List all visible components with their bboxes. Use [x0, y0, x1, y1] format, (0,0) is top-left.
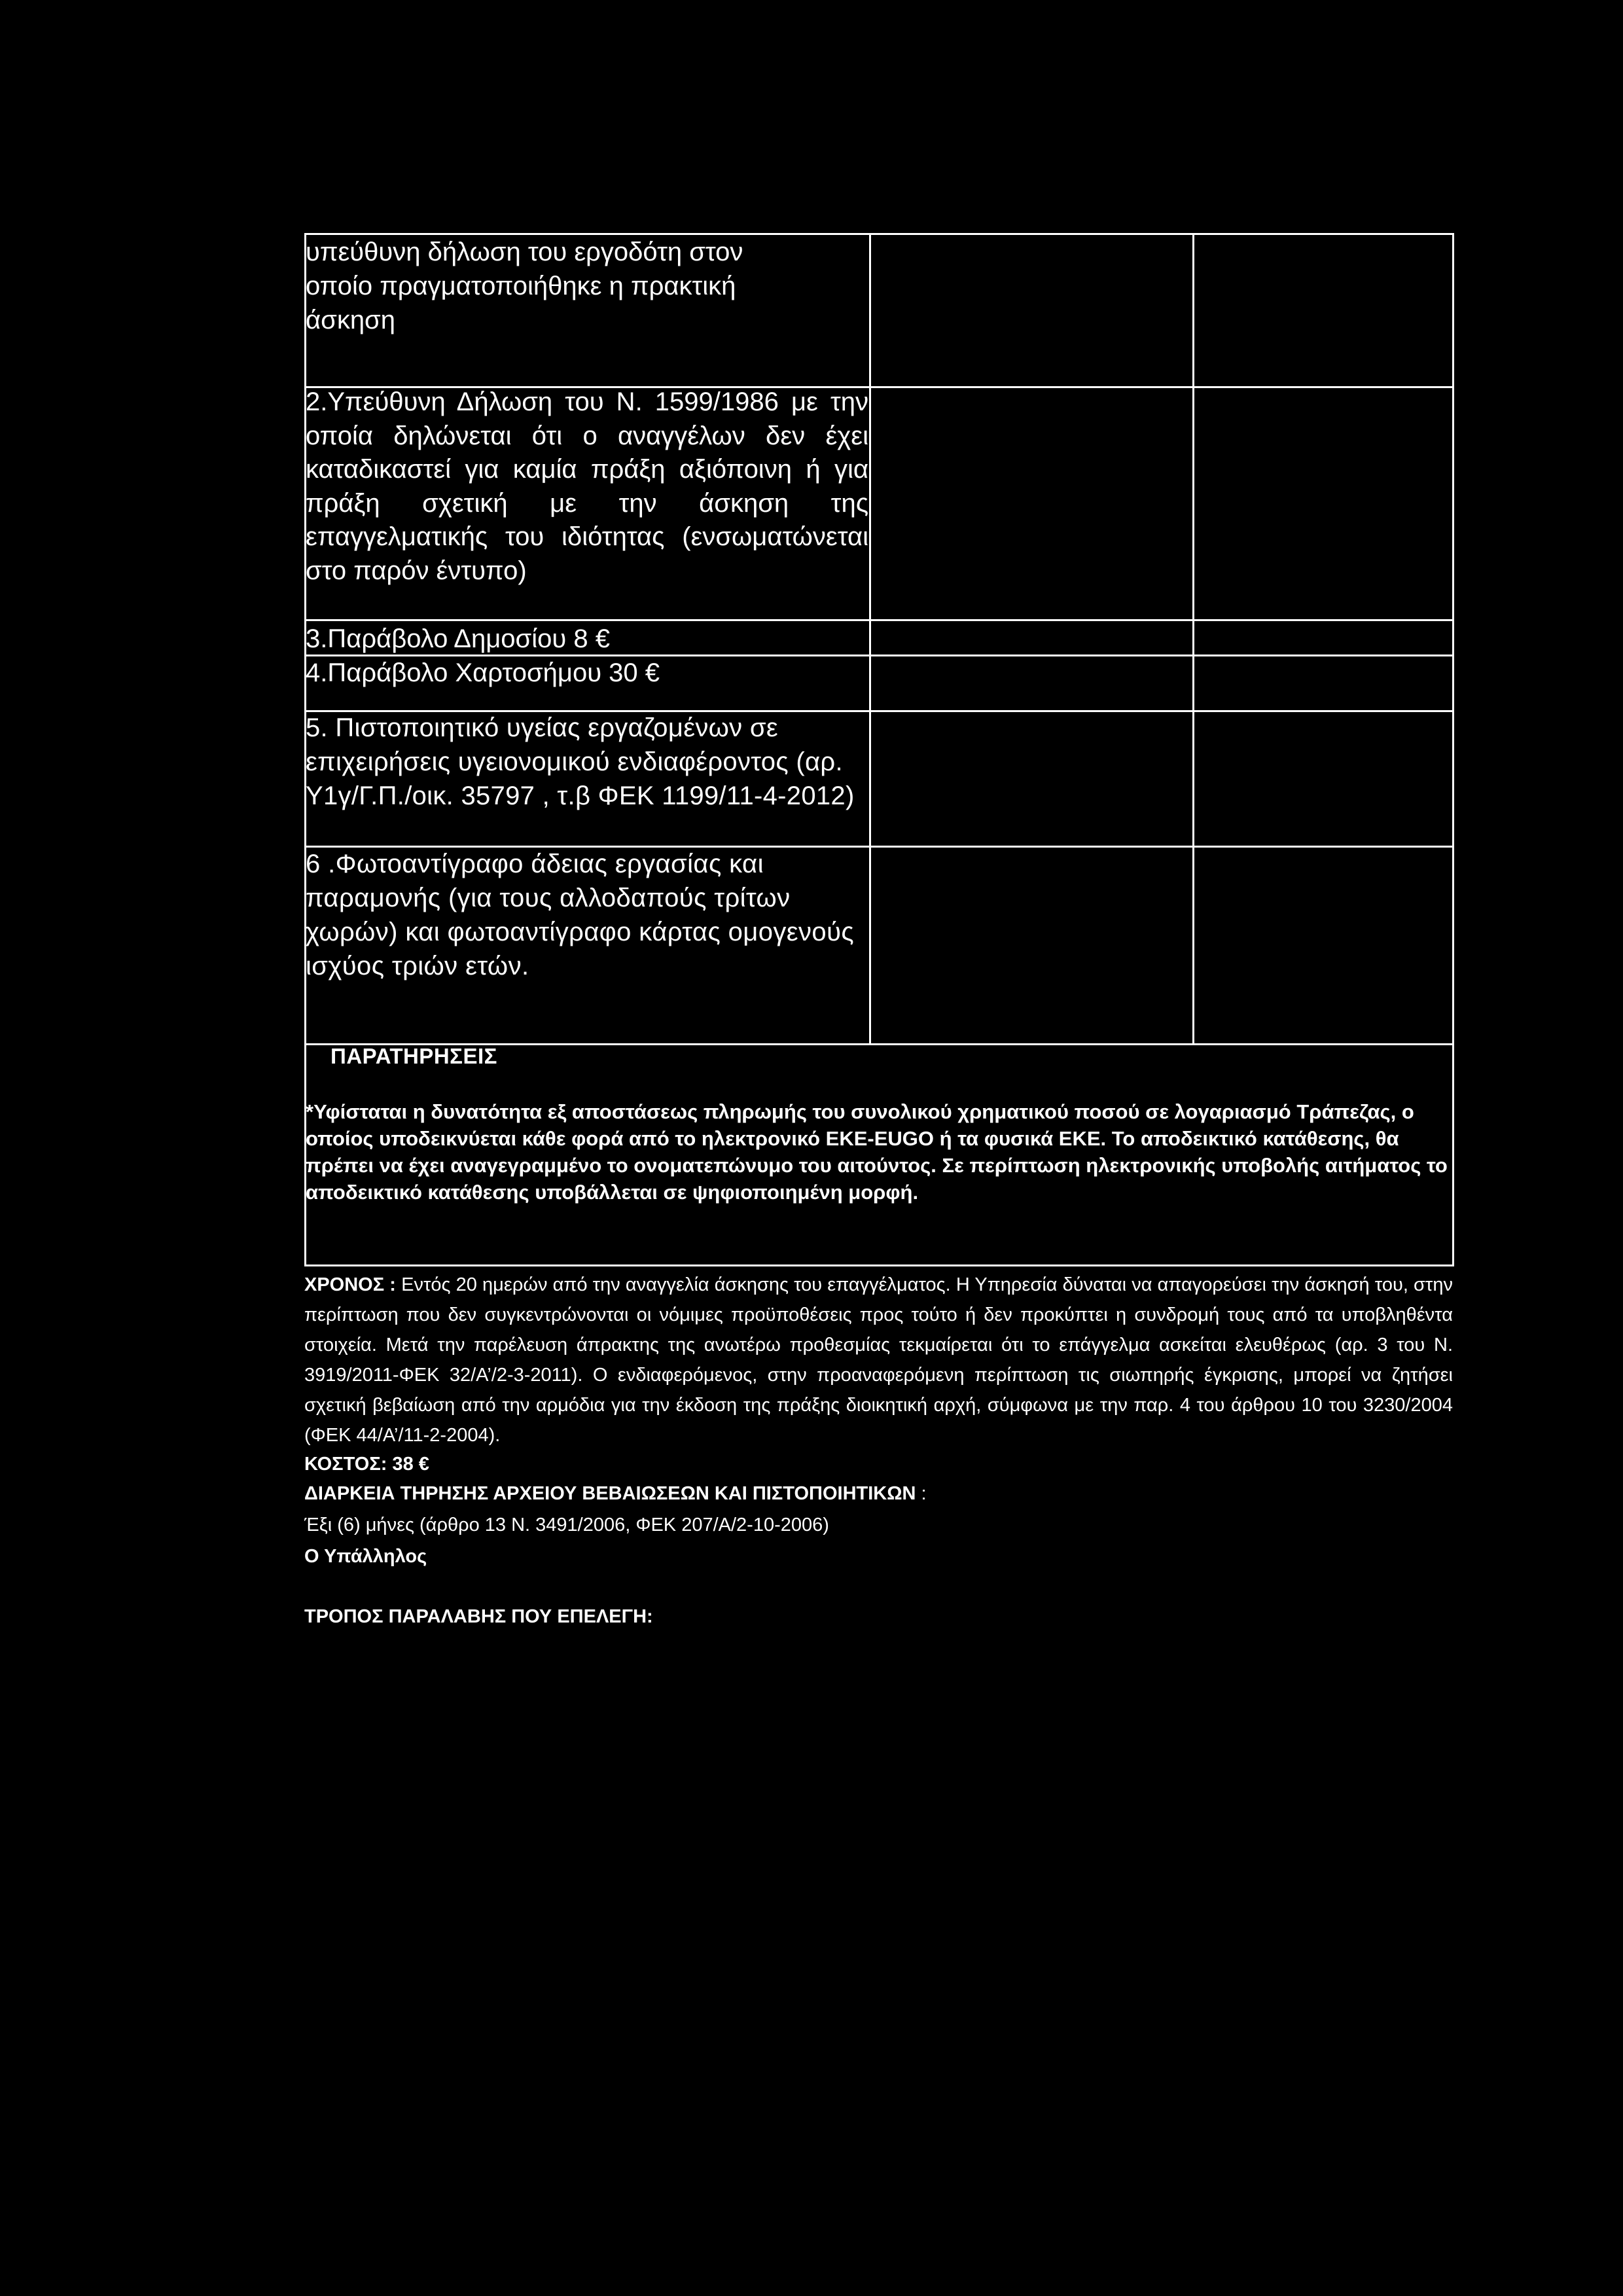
remarks-title: ΠΑΡΑΤΗΡΗΣΕΙΣ: [330, 1044, 497, 1068]
row-divider-2: [304, 619, 1454, 621]
time-label: ΧΡΟΝΟΣ :: [304, 1274, 396, 1295]
time-paragraph: [304, 1270, 1453, 1450]
table-row-text: 6 .Φωτοαντίγραφο άδειας εργασίας και παραμονής (για τους αλλοδαπούς τρίτων χωρών) και φωτοαντίγραφο κάρτας ομογενούς ισχύος τριών ετών.: [306, 850, 855, 980]
cost-line: ΚΟΣΤΟΣ: 38 €: [304, 1454, 429, 1475]
retention-line: [304, 1478, 1453, 1509]
remarks-body: *Υφίσταται η δυνατότητα εξ αποστάσεως πληρωμής του συνολικού χρηματικού ποσού σε λογαριασμό Τράπεζας, ο οποίος υποδεικνύεται κάθε φορά από το ηλεκτρονικό ΕΚΕ-EUGO ή τα φυσικά ΕΚΕ. Το αποδεικτικό κατάθεσης, θα πρέπει να έχει αναγεγραμμένο το ονοματεπώνυμο του αιτούντος. Σε περίπτωση ηλεκτρονικής υποβολής αιτήματος το αποδεικτικό κατάθεσης υποβάλλεται σε ψηφιοποιημένη μορφή.: [306, 1100, 1448, 1204]
table-border-right: [1452, 233, 1454, 1266]
receipt-method-label: ΤΡΟΠΟΣ ΠΑΡΑΛΑΒΗΣ ΠΟΥ ΕΠΕΛΕΓΗ:: [304, 1606, 653, 1627]
retention-label: ΔΙΑΡΚΕΙΑ ΤΗΡΗΣΗΣ ΑΡΧΕΙΟΥ ΒΕΒΑΙΩΣΕΩΝ ΚΑΙ ΠΙΣΤΟΠΟΙΗΤΙΚΩΝ: [304, 1483, 916, 1504]
table-row-text: 4.Παράβολο Χαρτοσήμου 30 €: [306, 658, 660, 687]
retention-text: Έξι (6) μήνες (άρθρο 13 Ν. 3491/2006, ΦΕΚ 207/Α/2-10-2006): [304, 1515, 829, 1535]
footer-section: [304, 1270, 1453, 1632]
table-row-text: 5. Πιστοποιητικό υγείας εργαζομένων σε επιχειρήσεις υγειονομικού ενδιαφέροντος (αρ. Υ1γ/Γ.Π./οικ. 35797 , τ.β ΦΕΚ 1199/11-4-2012): [306, 713, 855, 810]
clerk-label: Ο Υπάλληλος: [304, 1546, 427, 1567]
table-row-text: 3.Παράβολο Δημοσίου 8 €: [306, 624, 610, 653]
time-text: Εντός 20 ημερών από την αναγγελία άσκησης του επαγγέλματος. Η Υπηρεσία δύναται να απαγορεύσει την άσκησή του, στην περίπτωση που δεν συγκεντρώνονται οι νόμιμες προϋποθέσεις προς τούτο ή δεν προκύπτει η συνδρομή τους από τα υποβληθέντα στοιχεία. Μετά την παρέλευση άπρακτης της ανωτέρω προθεσμίας τεκμαίρεται ότι το επάγγελμα ασκείται ελευθέρως (αρ. 3 του Ν. 3919/2011-ΦΕΚ 32/Α’/2-3-2011). Ο ενδιαφερόμενος, στην προαναφερόμενη περίπτωση τις σιωπηρής έγκρισης, μπορεί να ζητήσει σχετική βεβαίωση από την αρμόδια για την έκδοση της πράξης διοικητική αρχή, σύμφωνα με την παρ. 4 του άρθρου 10 του 3230/2004 (ΦΕΚ 44/Α’/11-2-2004).: [304, 1274, 1453, 1446]
column-divider-1: [869, 233, 871, 1045]
column-divider-2: [1192, 233, 1194, 1045]
table-row-text: υπεύθυνη δήλωση του εργοδότη στον οποίο πραγματοποιήθηκε η πρακτική άσκηση: [306, 238, 743, 334]
table-row-text: 2.Υπεύθυνη Δήλωση του Ν. 1599/1986 με την οποία δηλώνεται ότι ο αναγγέλων δεν έχει καταδικαστεί για καμία πράξη αξιόποινη ή για πράξη σχετική με την άσκηση της επαγγελματικής του ιδιότητας (ενσωματώνεται στο παρόν έντυπο): [306, 387, 868, 585]
retention-colon: :: [916, 1483, 927, 1504]
remarks-border-bottom: [304, 1265, 1454, 1266]
